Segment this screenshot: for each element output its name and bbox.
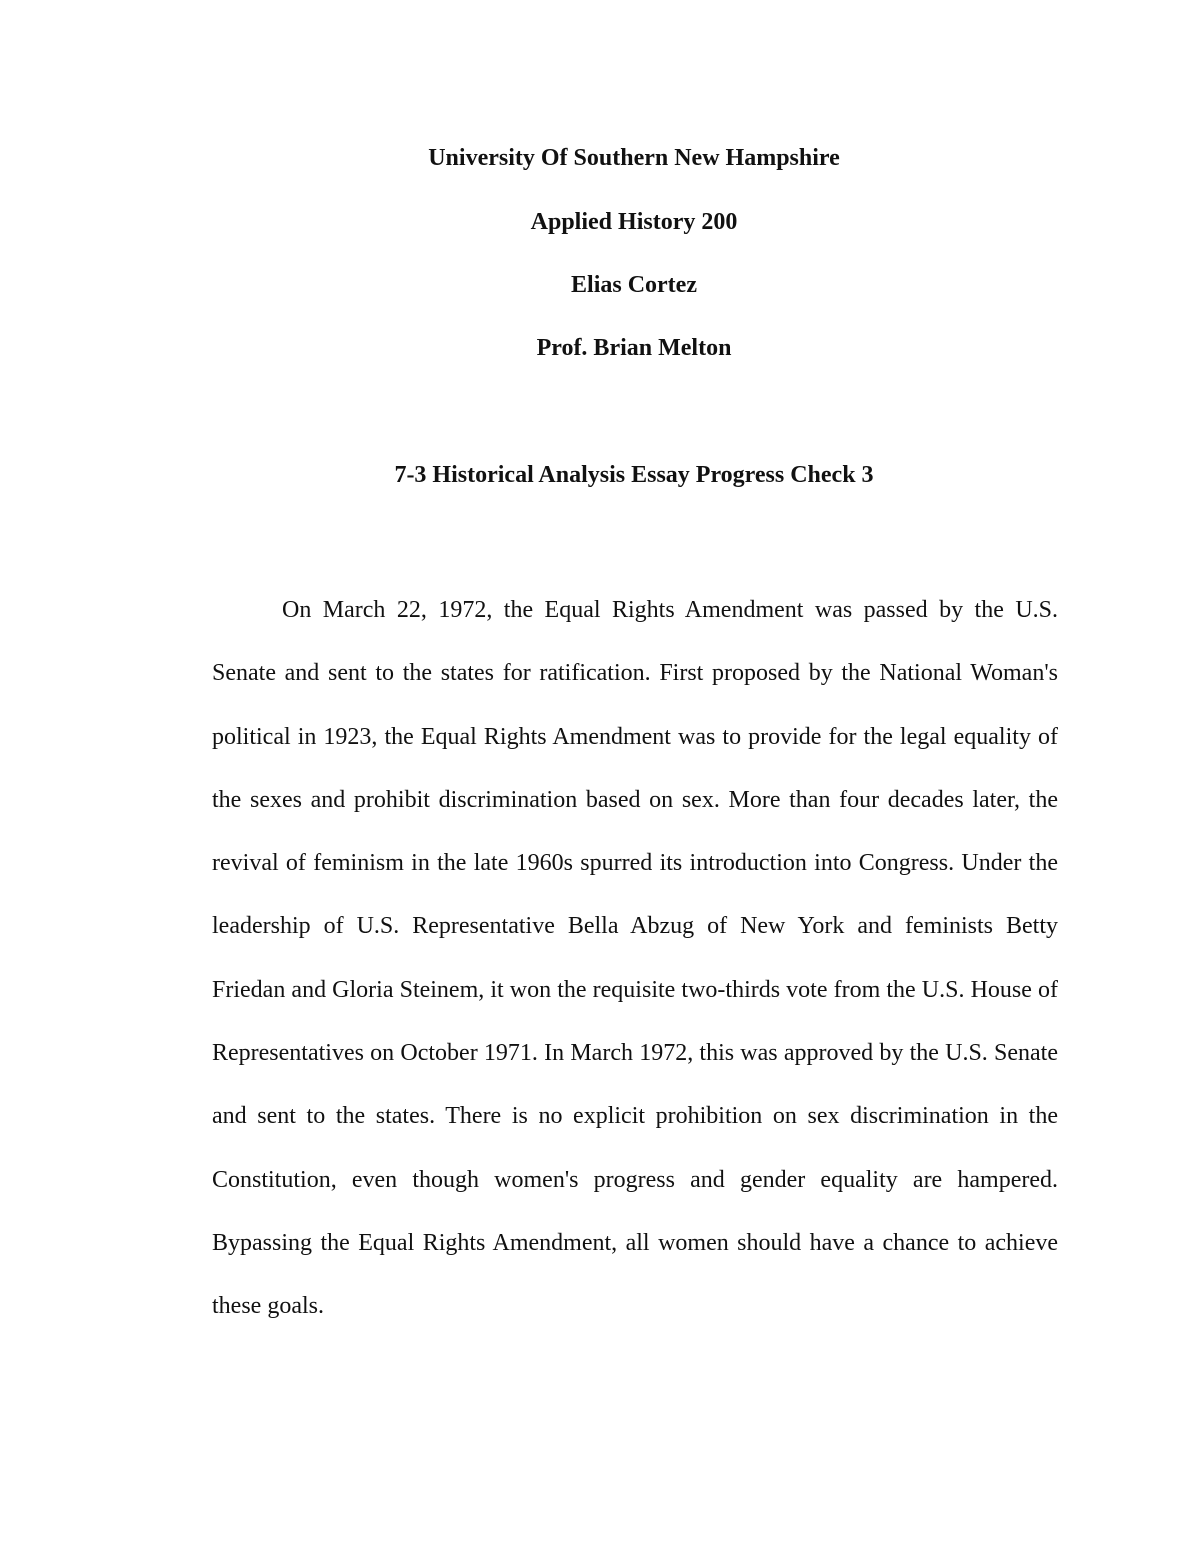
course-name: Applied History 200 [530,209,738,235]
university-name: University Of Southern New Hampshire [428,145,840,171]
essay-paragraph: On March 22, 1972, the Equal Rights Amendment was passed by the U.S. Senate and sent to the states for ratification. First proposed by the National Woman's political in 1923, the Equal Rights Amendment was to provide for the legal equality of the sexes and prohibit discrimination based on sex. More than four decades later, the revival of feminism in the late 1960s spurred its introduction into Congress. Under the leadership of U.S. Representative Bella Abzug of New York and feminists Betty Friedan and Gloria Steinem, it won the requisite two-thirds vote from the U.S. House of Representatives on October 1971. In March 1972, this was approved by the U.S. Senate and sent to the states. There is no explicit prohibition on sex discrimination in the Constitution, even though women's progress and gender equality are hampered. Bypassing the Equal Rights Amendment, all women should have a chance to achieve these goals. [212,597,1058,1320]
author-name: Elias Cortez [571,272,697,298]
essay-title: 7-3 Historical Analysis Essay Progress Check 3 [394,462,874,488]
professor-name: Prof. Brian Melton [536,335,732,361]
